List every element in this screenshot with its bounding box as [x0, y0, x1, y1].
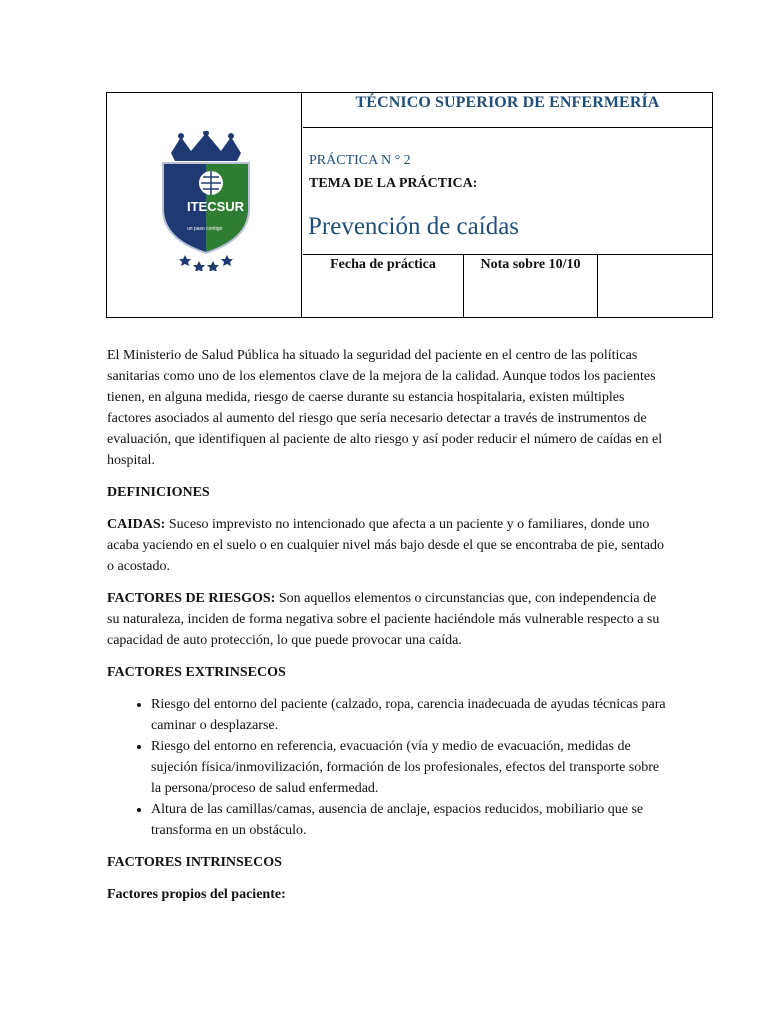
date-label-cell — [303, 255, 464, 317]
logo-text: ITECSUR — [187, 199, 245, 214]
list-item: • Riesgo del entorno del paciente (calzado, ropa, carencia inadecuada de ayudas técnicas para caminar o desplazarse. — [151, 694, 667, 736]
patient-factors-heading: Factores propios del paciente: — [107, 887, 286, 902]
caidas-term: CAIDAS: — [107, 517, 166, 532]
intro-paragraph: El Ministerio de Salud Pública ha situado la seguridad del paciente en el centro de las políticas sanitarias como uno de los elementos clave de la mejora de la calidad. Aunque todos los pacientes tienen, en alguna medida, riesgo de caerse durante su estancia hospitalaria, existen múltiples factores asociados al aumento del riesgo que sería necesario detectar a través de instrumentos de evaluación, que identifiquen al paciente de alto riesgo y así poder reducir el número de caídas en el hospital. — [107, 348, 663, 468]
logo-motto: un paso contigo — [187, 226, 223, 232]
grade-label: Nota sobre 10/10 — [480, 257, 581, 272]
grade-value-cell — [598, 255, 712, 317]
program-title-cell — [303, 93, 712, 128]
list-item: • Riesgo del entorno en referencia, evacuación (vía y medio de evacuación, medidas de sujeción física/inmovilización, formación de los profesionales, efectos del transporte sobre la persona/proceso de salud enfermedad. — [151, 736, 667, 799]
practice-number: PRÁCTICA N ° 2 — [309, 153, 411, 168]
practice-topic: Prevención de caídas — [308, 213, 520, 240]
itecsur-logo — [141, 131, 271, 271]
extrinsic-heading: FACTORES EXTRINSECOS — [107, 665, 286, 680]
practice-cell — [303, 128, 712, 255]
definitions-heading: DEFINICIONES — [107, 485, 210, 500]
intrinsic-heading: FACTORES INTRINSECOS — [107, 855, 282, 870]
program-title: TÉCNICO SUPERIOR DE ENFERMERÍA — [355, 94, 660, 111]
logo-cell — [107, 93, 302, 317]
factores-text: Son aquellos elementos o circunstancias que, con independencia de su naturaleza, inciden de forma negativa sobre el paciente haciéndole más vulnerable respecto a su capacidad de auto protección, lo que puede provocar una caída. — [107, 591, 660, 648]
date-label: Fecha de práctica — [330, 257, 436, 272]
factores-term: FACTORES DE RIESGOS: — [107, 591, 276, 606]
caidas-text: Suceso imprevisto no intencionado que afecta a un paciente y o familiares, donde uno acaba yaciendo en el suelo o en cualquier nivel más bajo desde el que se encontraba de pie, sentado o acostado. — [107, 517, 665, 574]
definition-factores — [107, 588, 667, 651]
topic-label: TEMA DE LA PRÁCTICA: — [309, 176, 478, 191]
extrinsic-list — [107, 694, 667, 841]
definition-caidas — [107, 514, 667, 577]
list-item: • Altura de las camillas/camas, ausencia de anclaje, espacios reducidos, mobiliario que se transforma en un obstáculo. — [151, 799, 667, 841]
grade-label-cell — [464, 255, 598, 317]
header-table — [106, 92, 713, 318]
crown-icon — [171, 131, 241, 161]
document-body — [107, 345, 667, 916]
